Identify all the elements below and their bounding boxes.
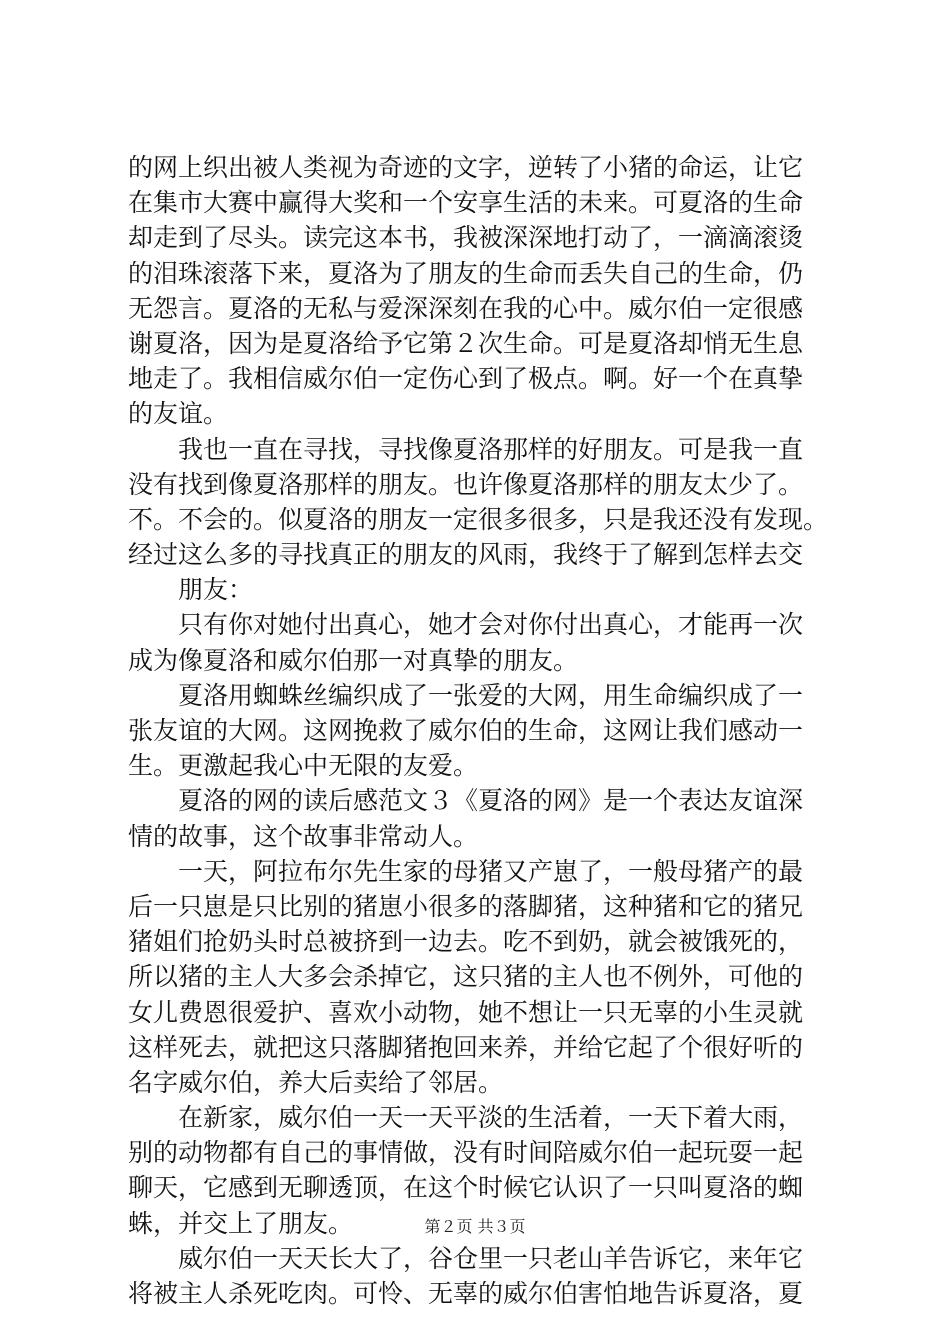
text-line: 蛛，并交上了朋友。 bbox=[128, 1208, 354, 1238]
text-line: 将被主人杀死吃肉。可怜、无辜的威尔伯害怕地告诉夏洛，夏 bbox=[128, 1279, 804, 1308]
text-line: 情的故事，这个故事非常动人。 bbox=[128, 821, 479, 851]
text-line: 张友谊的大网。这网挽救了威尔伯的生命，这网让我们感动一 bbox=[128, 716, 804, 745]
text-line: 夏洛的网的读后感范文３《夏洛的网》是一个表达友谊深 bbox=[178, 786, 804, 816]
text-line: 威尔伯一天天长大了，谷仓里一只老山羊告诉它，来年它 bbox=[178, 1243, 804, 1273]
text-line: 的泪珠滚落下来，夏洛为了朋友的生命而丢失自己的生命，仍 bbox=[128, 258, 804, 288]
text-line: 在新家，威尔伯一天一天平淡的生活着，一天下着大雨， bbox=[178, 1103, 804, 1133]
text-line: 在集市大赛中赢得大奖和一个安享生活的未来。可夏洛的生命 bbox=[128, 188, 804, 218]
text-line: 所以猪的主人大多会杀掉它，这只猪的主人也不例外，可他的 bbox=[128, 962, 804, 992]
text-line: 的网上织出被人类视为奇迹的文字，逆转了小猪的命运，让它 bbox=[128, 153, 804, 182]
text-line: 猪姐们抢奶头时总被挤到一边去。吃不到奶，就会被饿死的， bbox=[128, 927, 804, 957]
text-line: 聊天，它感到无聊透顶，在这个时候它认识了一只叫夏洛的蜘 bbox=[128, 1173, 804, 1203]
document-body bbox=[128, 150, 838, 1311]
text-line: 朋友： bbox=[178, 575, 254, 605]
text-line: 女儿费恩很爱护、喜欢小动物，她不想让一只无辜的小生灵就 bbox=[128, 997, 804, 1027]
text-line: 只有你对她付出真心，她才会对你付出真心，才能再一次 bbox=[178, 610, 804, 640]
text-line: 成为像夏洛和威尔伯那一对真挚的朋友。 bbox=[128, 645, 579, 675]
text-line: 夏洛用蜘蛛丝编织成了一张爱的大网，用生命编织成了一 bbox=[178, 680, 804, 710]
text-line: 谢夏洛，因为是夏洛给予它第２次生命。可是夏洛却悄无生息 bbox=[128, 328, 804, 358]
text-line: 的友谊。 bbox=[128, 399, 229, 429]
text-line: 我也一直在寻找，寻找像夏洛那样的好朋友。可是我一直 bbox=[178, 434, 804, 464]
text-line: 名字威尔伯，养大后卖给了邻居。 bbox=[128, 1067, 504, 1097]
text-line: 没有找到像夏洛那样的朋友。也许像夏洛那样的朋友太少了。 bbox=[128, 469, 804, 499]
text-line: 却走到了尽头。读完这本书，我被深深地打动了，一滴滴滚烫 bbox=[128, 223, 804, 253]
text-line: 生。更激起我心中无限的友爱。 bbox=[128, 751, 479, 781]
text-line: 不。不会的。似夏洛的朋友一定很多很多，只是我还没有发现。 bbox=[128, 504, 829, 534]
text-line: 经过这么多的寻找真正的朋友的风雨，我终于了解到怎样去交 bbox=[128, 540, 804, 570]
text-line: 地走了。我相信威尔伯一定伤心到了极点。啊。好一个在真挚 bbox=[128, 364, 804, 394]
page-footer: 第２页 共３页 bbox=[424, 1217, 526, 1236]
text-line: 后一只崽是只比别的猪崽小很多的落脚猪，这种猪和它的猪兄 bbox=[128, 891, 804, 921]
text-line: 别的动物都有自己的事情做，没有时间陪威尔伯一起玩耍一起 bbox=[128, 1138, 804, 1168]
text-line: 无怨言。夏洛的无私与爱深深刻在我的心中。威尔伯一定很感 bbox=[128, 293, 804, 323]
text-line: 一天，阿拉布尔先生家的母猪又产崽了，一般母猪产的最 bbox=[178, 856, 804, 886]
text-line: 这样死去，就把这只落脚猪抱回来养，并给它起了个很好听的 bbox=[128, 1032, 804, 1062]
